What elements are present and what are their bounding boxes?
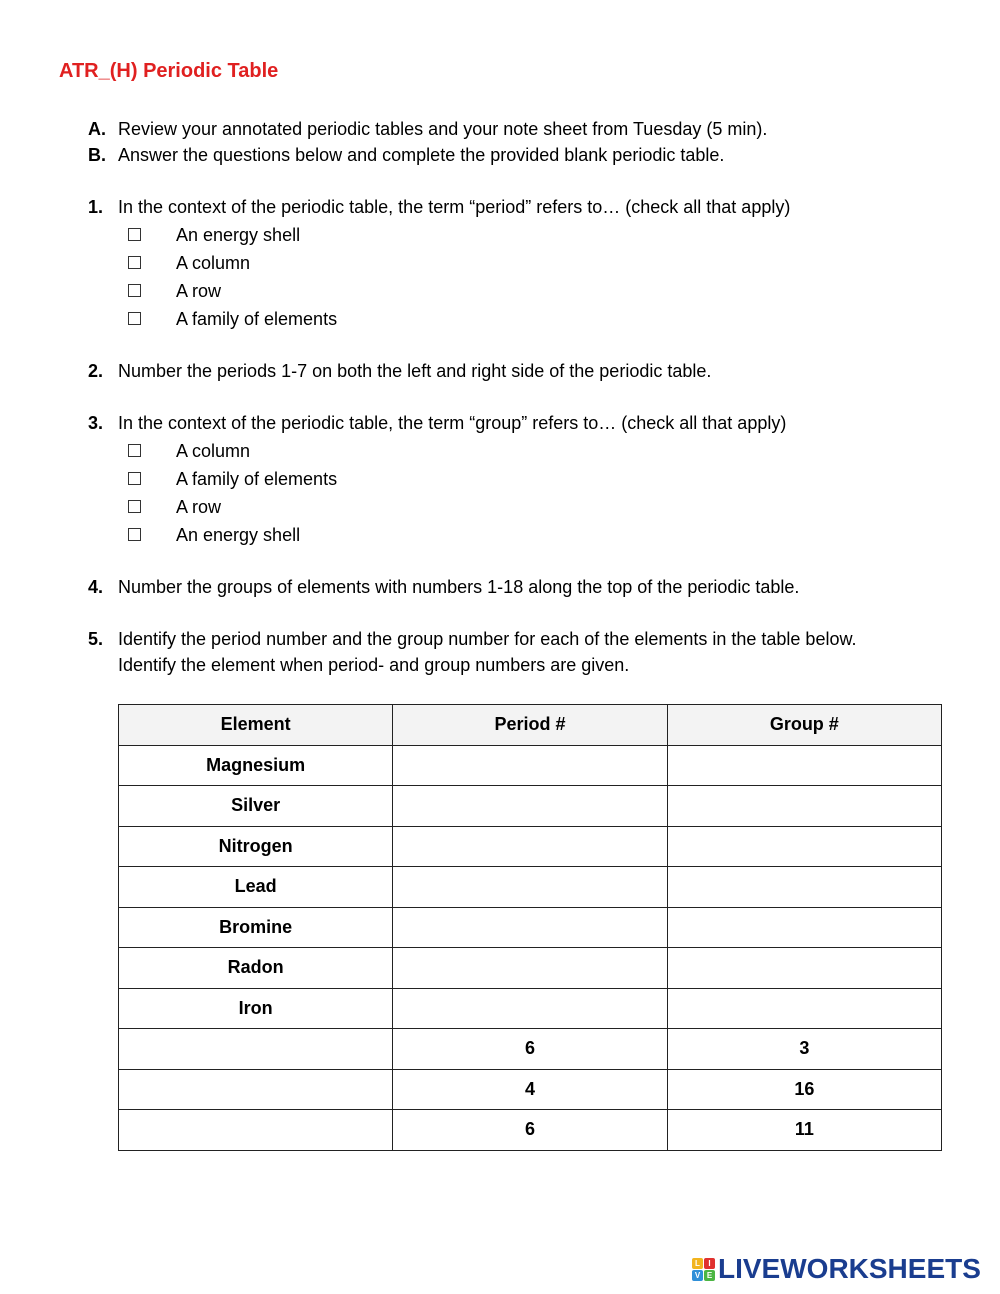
table-row xyxy=(119,948,942,989)
question-4 xyxy=(88,576,799,598)
element-cell: Bromine xyxy=(119,907,393,948)
question-3 xyxy=(88,412,786,434)
checkbox[interactable] xyxy=(128,472,141,485)
element-cell: Lead xyxy=(119,867,393,908)
question-text: In the context of the periodic table, the term “period” refers to… (check all that apply) xyxy=(118,197,791,217)
group-cell[interactable] xyxy=(667,786,941,827)
table-row xyxy=(119,1110,942,1151)
element-cell: Silver xyxy=(119,786,393,827)
period-cell[interactable] xyxy=(393,988,667,1029)
element-cell: Radon xyxy=(119,948,393,989)
instruction-marker: A. xyxy=(88,119,106,139)
group-cell[interactable] xyxy=(667,826,941,867)
period-cell[interactable] xyxy=(393,907,667,948)
option-label: An energy shell xyxy=(176,225,301,245)
element-cell[interactable] xyxy=(119,1029,393,1070)
question-text: Number the periods 1-7 on both the left and right side of the periodic table. xyxy=(118,361,712,381)
checkbox[interactable] xyxy=(128,528,141,541)
option-label: A family of elements xyxy=(176,469,338,489)
question-1 xyxy=(88,196,790,218)
checkbox[interactable] xyxy=(128,256,141,269)
group-cell[interactable] xyxy=(667,948,941,989)
column-header-period: Period # xyxy=(393,705,667,746)
element-cell: Nitrogen xyxy=(119,826,393,867)
question-number: 1. xyxy=(88,197,104,217)
table-row xyxy=(119,826,942,867)
question-text: Identify the period number and the group number for each of the elements in the table below. xyxy=(118,629,857,649)
period-cell[interactable] xyxy=(393,948,667,989)
question-number: 4. xyxy=(88,577,104,597)
group-cell[interactable] xyxy=(667,907,941,948)
instruction-b xyxy=(88,144,724,166)
column-header-group: Group # xyxy=(667,705,941,746)
checkbox[interactable] xyxy=(128,444,141,457)
logo-letter: V xyxy=(692,1270,703,1281)
question-text: In the context of the periodic table, the term “group” refers to… (check all that apply) xyxy=(118,413,787,433)
element-table xyxy=(118,704,942,1151)
question-number: 5. xyxy=(88,629,104,649)
question-5 xyxy=(88,628,856,650)
instruction-text: Answer the questions below and complete the provided blank periodic table. xyxy=(118,145,725,165)
logo-letter: I xyxy=(704,1258,715,1269)
table-row xyxy=(119,1029,942,1070)
table-row xyxy=(119,867,942,908)
page-title: ATR_(H) Periodic Table xyxy=(59,60,279,82)
table-row xyxy=(119,1069,942,1110)
group-cell: 11 xyxy=(667,1110,941,1151)
element-cell: Magnesium xyxy=(119,745,393,786)
liveworksheets-logo-icon xyxy=(692,1258,715,1281)
checkbox[interactable] xyxy=(128,312,141,325)
option-label: A column xyxy=(176,253,251,273)
logo-letter: L xyxy=(692,1258,703,1269)
period-cell[interactable] xyxy=(393,745,667,786)
element-cell[interactable] xyxy=(119,1110,393,1151)
logo-text: LIVEWORKSHEETS xyxy=(718,1253,981,1284)
period-cell[interactable] xyxy=(393,826,667,867)
element-cell: Iron xyxy=(119,988,393,1029)
option-label: A row xyxy=(176,281,222,301)
instruction-a xyxy=(88,118,767,140)
option-label: An energy shell xyxy=(176,525,301,545)
group-cell: 3 xyxy=(667,1029,941,1070)
instruction-text: Review your annotated periodic tables and your note sheet from Tuesday (5 min). xyxy=(118,119,768,139)
table-header-row xyxy=(119,705,942,746)
period-cell: 4 xyxy=(393,1069,667,1110)
logo-letter: E xyxy=(704,1270,715,1281)
option-label: A family of elements xyxy=(176,309,338,329)
question-5-continued: Identify the element when period- and group numbers are given. xyxy=(118,655,630,675)
table-row xyxy=(119,907,942,948)
option-label: A row xyxy=(176,497,222,517)
group-cell[interactable] xyxy=(667,745,941,786)
question-number: 2. xyxy=(88,361,104,381)
element-cell[interactable] xyxy=(119,1069,393,1110)
table-row xyxy=(119,786,942,827)
table-row xyxy=(119,988,942,1029)
period-cell[interactable] xyxy=(393,867,667,908)
checkbox[interactable] xyxy=(128,284,141,297)
question-text: Number the groups of elements with numbers 1-18 along the top of the periodic table. xyxy=(118,577,800,597)
liveworksheets-logo xyxy=(692,1252,981,1286)
option-label: A column xyxy=(176,441,251,461)
group-cell[interactable] xyxy=(667,867,941,908)
checkbox[interactable] xyxy=(128,228,141,241)
group-cell: 16 xyxy=(667,1069,941,1110)
period-cell: 6 xyxy=(393,1029,667,1070)
checkbox[interactable] xyxy=(128,500,141,513)
question-number: 3. xyxy=(88,413,104,433)
column-header-element: Element xyxy=(119,705,393,746)
period-cell: 6 xyxy=(393,1110,667,1151)
instruction-marker: B. xyxy=(88,145,106,165)
period-cell[interactable] xyxy=(393,786,667,827)
question-2 xyxy=(88,360,711,382)
table-row xyxy=(119,745,942,786)
group-cell[interactable] xyxy=(667,988,941,1029)
